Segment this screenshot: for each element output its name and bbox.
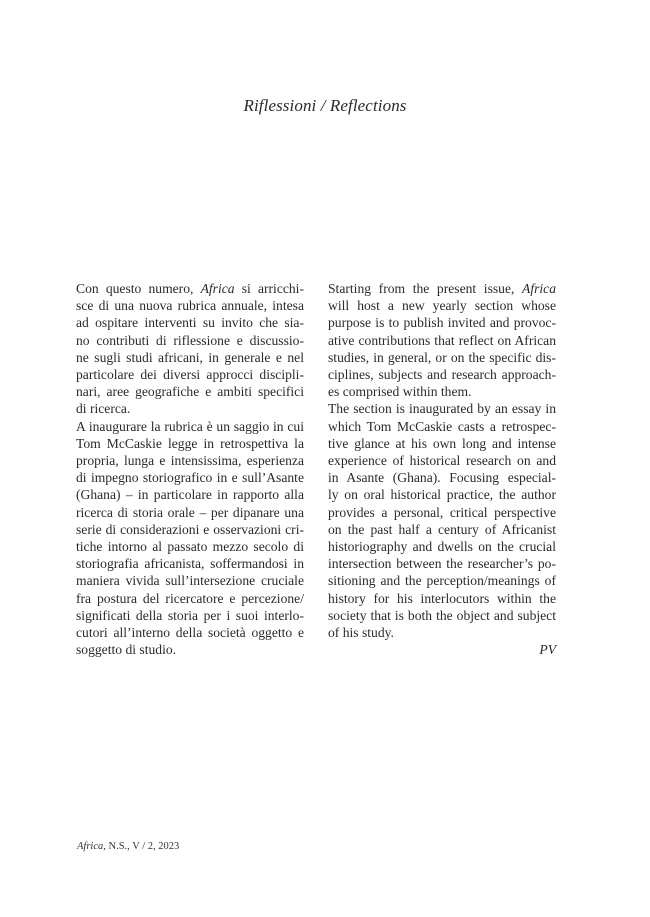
- text-line: storiografia africanista, soffermandosi in: [76, 556, 304, 572]
- text-line: maniera vivida sull’intersezione cruciale: [76, 573, 304, 589]
- text-line: ative contributions that reflect on African: [328, 332, 556, 348]
- footer-journal: Africa: [77, 841, 104, 852]
- paragraph: [76, 418, 304, 659]
- paragraph: [328, 280, 556, 400]
- text-line: A inaugurare la rubrica è un saggio in cui: [76, 418, 304, 434]
- signature: PV: [539, 642, 556, 658]
- text-line: of his study.: [328, 625, 394, 641]
- text-line: di impegno storiografico in e sull’Asante: [76, 470, 304, 486]
- text-line: on the past half a century of Africanist: [328, 521, 556, 537]
- footer-citation: [77, 841, 179, 852]
- text-line: no contributi di riflessione e discussio-: [76, 332, 304, 348]
- text-line: will host a new yearly section whose: [328, 298, 556, 314]
- text-line: di ricerca.: [76, 401, 131, 417]
- text-line: society that is both the object and subject: [328, 607, 556, 623]
- text-line: Tom McCaskie legge in retrospettiva la: [76, 435, 304, 451]
- text-line: which Tom McCaskie casts a retrospec-: [328, 418, 556, 434]
- text-line: tiche intorno al passato mezzo secolo di: [76, 539, 304, 555]
- paragraph: [328, 400, 556, 641]
- english-column: [328, 280, 556, 658]
- text-line: sitioning and the perception/meanings of: [328, 573, 556, 589]
- text-line: Starting from the present issue, Africa: [328, 281, 556, 296]
- section-title: Riflessioni / Reflections: [243, 96, 407, 115]
- text-line: ad ospitare interventi su invito che sia-: [76, 315, 304, 331]
- text-line: experience of historical research on and: [328, 453, 556, 469]
- text-line: studies, in general, or on the specific dis-: [328, 349, 556, 365]
- text-line: ciplines, subjects and research approach-: [328, 367, 556, 383]
- text-line: ly on oral historical practice, the author: [328, 487, 556, 503]
- text-line: in Asante (Ghana). Focusing especial-: [328, 470, 556, 486]
- text-line: fra postura del ricercatore e percezione/: [76, 590, 304, 606]
- text-line: particolare dei diversi approcci discipli-: [76, 367, 304, 383]
- text-line: es comprised within them.: [328, 384, 472, 400]
- text-line: historiography and dwells on the crucial: [328, 539, 556, 555]
- text-line: Con questo numero, Africa si arricchi-: [76, 281, 304, 296]
- text-line: sce di una nuova rubrica annuale, intesa: [76, 298, 304, 314]
- text-line: ricerca di storia orale – per dipanare una: [76, 504, 304, 520]
- text-line: cutori all’interno della società oggetto e: [76, 625, 304, 641]
- text-line: (Ghana) – in particolare in rapporto alla: [76, 487, 304, 503]
- text-line: ne sugli studi africani, in generale e nel: [76, 349, 304, 365]
- text-line: tive glance at his own long and intense: [328, 435, 556, 451]
- footer-issue: , N.S., V / 2, 2023: [103, 841, 180, 852]
- text-line: significati della storia per i suoi interlo-: [76, 607, 304, 623]
- text-line: history for his interlocutors within the: [328, 590, 556, 606]
- paragraph: [76, 280, 304, 418]
- text-line: The section is inaugurated by an essay in: [328, 401, 556, 417]
- text-line: soggetto di studio.: [76, 642, 177, 658]
- text-line: provides a personal, critical perspective: [328, 504, 556, 520]
- italian-column: [76, 280, 304, 658]
- text-line: propria, lunga e intensissima, esperienza: [76, 453, 304, 469]
- text-line: serie di considerazioni e osservazioni cri-: [76, 521, 304, 537]
- text-line: purpose is to publish invited and provoc-: [328, 315, 556, 331]
- text-line: nari, aree geografiche e ambiti specifici: [76, 384, 304, 400]
- text-line: intersection between the researcher’s po-: [328, 556, 556, 572]
